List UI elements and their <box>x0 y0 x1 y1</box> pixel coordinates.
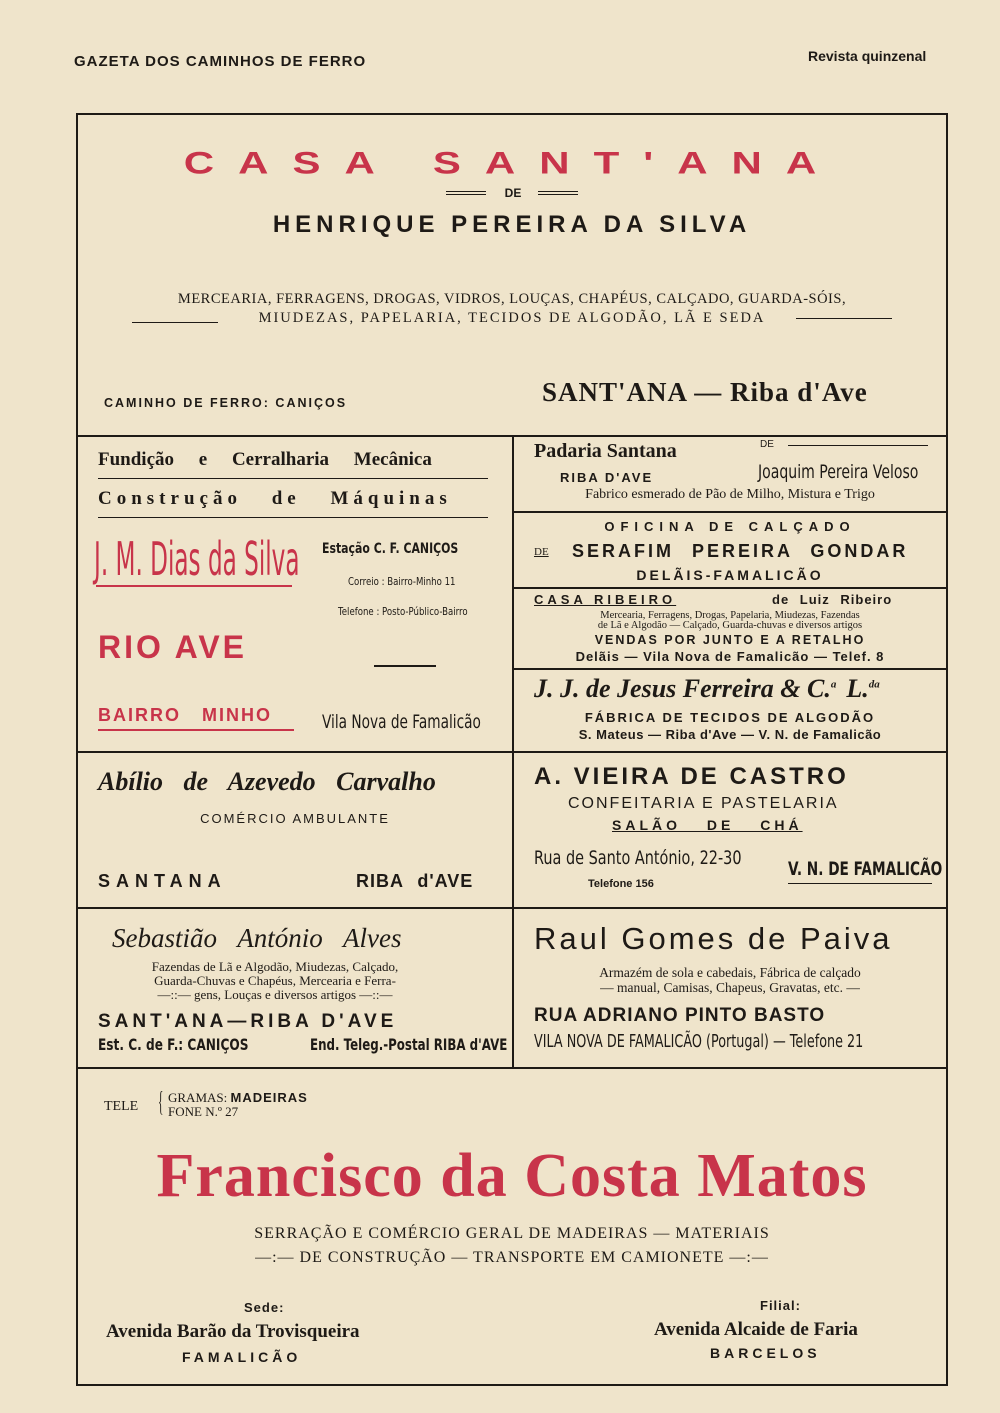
costa-gramas-label: GRAMAS: <box>168 1090 228 1105</box>
sebastiao-place: SANT'ANA—RIBA D'AVE <box>98 1011 398 1032</box>
dias-phone: Telefone : Posto-Público-Bairro <box>338 605 468 618</box>
ad-padaria-santana <box>512 435 948 513</box>
dias-rule-2 <box>98 517 488 518</box>
costa-fone: FONE N.º 27 <box>168 1104 239 1119</box>
ribeiro-place: Delãis — Vila Nova de Famalicão — Telef. 8 <box>575 649 885 664</box>
vieira-desc: CONFEITARIA E PASTELARIA <box>568 795 839 812</box>
oficina-de: DE <box>534 546 549 558</box>
vieira-phone: Telefone 156 <box>588 878 654 890</box>
dias-line2: Construção de Máquinas <box>98 488 452 509</box>
padaria-rule <box>788 445 928 446</box>
raul-town: VILA NOVA DE FAMALICÃO (Portugal) — Telefone 21 <box>534 1031 864 1052</box>
dias-station: Estação C. F. CANIÇOS <box>322 541 459 557</box>
costa-brace: { <box>158 1087 164 1118</box>
dias-line1: Fundição e Cerralharia Mecânica <box>98 449 432 470</box>
sebastiao-line1: Fazendas de Lã e Algodão, Miudezas, Calçado, <box>151 959 399 974</box>
sebastiao-line2: Guarda-Chuvas e Chapéus, Mercearia e Ferra- <box>154 973 396 988</box>
costa-filial-label: Filial: <box>760 1298 801 1313</box>
ribeiro-line1: Mercearia, Ferragens, Drogas, Papelaria, Miudezas, Fazendas <box>600 610 860 621</box>
dias-name: J. M. Dias da Silva <box>94 533 300 587</box>
dias-mail: Correio : Bairro-Minho 11 <box>348 575 456 588</box>
padaria-owner: Joaquim Pereira Veloso <box>758 461 919 483</box>
journal-title: GAZETA DOS CAMINHOS DE FERRO <box>74 53 367 70</box>
jesus-suffix-da: da <box>868 678 880 691</box>
divider-right <box>538 191 578 195</box>
casa-santana-goods-line1: MERCEARIA, FERRAGENS, DROGAS, VIDROS, LOUÇAS, CHAPÉUS, CALÇADO, GUARDA-SÓIS, <box>177 291 847 307</box>
ribeiro-line2: de Lã e Algodão — Calçado, Guarda-chuvas e diversos artigos <box>597 620 863 631</box>
dias-bairro: BAIRRO MINHO <box>98 705 272 725</box>
padaria-name: Padaria Santana <box>534 440 677 462</box>
padaria-de: DE <box>760 439 774 450</box>
divider-left <box>446 191 486 195</box>
oficina-title: OFICINA DE CALÇADO <box>604 519 856 534</box>
raul-name: Raul Gomes de Paiva <box>534 921 893 956</box>
costa-name: Francisco da Costa Matos <box>156 1142 868 1210</box>
sebastiao-station: Est. C. de F.: CANIÇOS <box>98 1035 249 1054</box>
ribeiro-owner: de Luiz Ribeiro <box>772 592 893 607</box>
jesus-desc: FÁBRICA DE TECIDOS DE ALGODÃO <box>584 710 876 725</box>
dias-rule-1 <box>98 478 488 479</box>
vieira-town-underline <box>788 883 932 884</box>
dias-bairro-underline <box>98 729 294 731</box>
costa-filial-town: BARCELOS <box>710 1345 821 1361</box>
vieira-street: Rua de Santo António, 22-30 <box>534 847 742 869</box>
costa-sede-town: FAMALICÃO <box>182 1349 302 1365</box>
dias-name-underline <box>96 585 292 587</box>
costa-sede-label: Sede: <box>244 1300 285 1315</box>
casa-santana-owner: HENRIQUE PEREIRA DA SILVA <box>272 211 752 238</box>
ad-casa-ribeiro <box>512 587 948 670</box>
padaria-desc: Fabrico esmerado de Pão de Milho, Mistura e Trigo <box>585 487 875 502</box>
ad-raul-paiva <box>512 907 948 1069</box>
jesus-suffix-a: a <box>830 678 837 691</box>
vieira-name: A. VIEIRA DE CASTRO <box>534 763 849 790</box>
ad-sebastiao-alves <box>76 907 514 1069</box>
vieira-salao: SALÃO DE CHÁ <box>612 817 803 833</box>
journal-subtitle: Revista quinzenal <box>808 48 927 64</box>
goods-rule-right <box>796 318 892 319</box>
casa-santana-goods-line2: MIUDEZAS, PAPELARIA, TECIDOS DE ALGODÃO, LÃ E SEDA <box>258 310 766 326</box>
ad-abilio-carvalho <box>76 751 514 909</box>
abilio-place-right: RIBA d'AVE <box>356 871 474 891</box>
casa-santana-railway: CAMINHO DE FERRO: CANIÇOS <box>104 396 348 410</box>
sebastiao-teleg: End. Teleg.-Postal RIBA d'AVE <box>310 1035 508 1054</box>
ad-jesus-ferreira <box>512 668 948 753</box>
casa-santana-de: DE <box>504 186 522 200</box>
ribeiro-sales: VENDAS POR JUNTO E A RETALHO <box>594 633 866 647</box>
sebastiao-line3: —::— gens, Louças e diversos artigos —::— <box>157 987 393 1002</box>
ad-costa-matos <box>76 1067 948 1386</box>
raul-line1: Armazém de sola e cabedais, Fábrica de calçado <box>599 965 861 980</box>
oficina-owner: SERAFIM PEREIRA GONDAR <box>572 541 909 561</box>
ribeiro-name: CASA RIBEIRO <box>534 592 677 607</box>
dias-rio-ave: RIO AVE <box>98 629 248 665</box>
ad-dias-da-silva <box>76 435 514 753</box>
casa-santana-place: SANT'ANA — Riba d'Ave <box>542 377 868 407</box>
oficina-place: DELÃIS-FAMALICÃO <box>636 567 824 583</box>
jesus-name-text: J. J. de Jesus Ferreira & C. <box>534 674 831 703</box>
costa-line2: —:— DE CONSTRUÇÃO — TRANSPORTE EM CAMIONETE —:— <box>255 1249 769 1266</box>
dias-rule-3 <box>374 665 436 667</box>
jesus-place: S. Mateus — Riba d'Ave — V. N. de Famalicão <box>578 727 882 742</box>
raul-street: RUA ADRIANO PINTO BASTO <box>534 1005 826 1026</box>
jesus-suffix-l: L. <box>846 674 869 703</box>
costa-filial-addr: Avenida Alcaide de Faria <box>654 1319 858 1340</box>
abilio-desc: COMÉRCIO AMBULANTE <box>200 811 390 826</box>
costa-tele: TELE <box>104 1099 139 1114</box>
abilio-place-left: SANTANA <box>98 871 227 891</box>
ad-casa-santana <box>76 113 948 437</box>
costa-line1: SERRAÇÃO E COMÉRCIO GERAL DE MADEIRAS — MATERIAIS <box>254 1225 770 1242</box>
costa-sede-addr: Avenida Barão da Trovisqueira <box>106 1321 360 1342</box>
ad-oficina-calcado <box>512 511 948 589</box>
dias-town: Vila Nova de Famalicão <box>322 711 481 733</box>
raul-line2: — manual, Camisas, Chapeus, Gravatas, etc. — <box>600 980 860 995</box>
jesus-name <box>534 674 880 704</box>
vieira-town: V. N. DE FAMALICÃO <box>788 858 943 880</box>
abilio-name: Abílio de Azevedo Carvalho <box>98 767 436 796</box>
costa-gramas-value: MADEIRAS <box>230 1090 308 1105</box>
ad-vieira-castro <box>512 751 948 909</box>
padaria-place: RIBA D'AVE <box>560 470 654 485</box>
casa-santana-title: CASA SANT'ANA <box>183 145 841 181</box>
sebastiao-name: Sebastião António Alves <box>112 923 402 953</box>
